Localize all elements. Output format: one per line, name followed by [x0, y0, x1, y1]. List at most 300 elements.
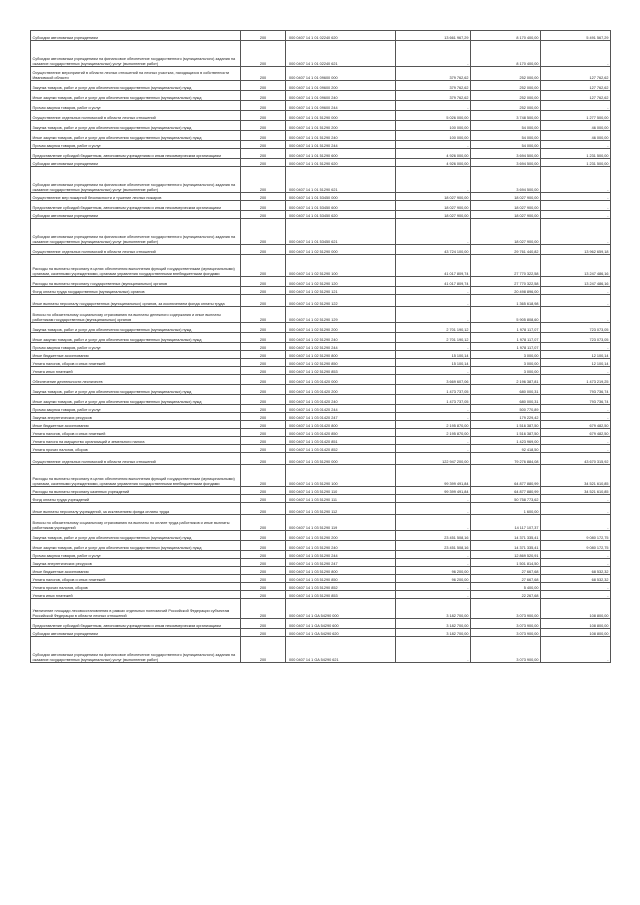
row-unexecuted-amount-cell: 68 532,32 [541, 567, 611, 575]
row-approved-amount-cell: 1 473 737,05 [396, 385, 471, 395]
row-name-cell: Субсидии автономным учреждениям на финансовое обеспечение государственного (муниципального) задания на оказание государственных (муниципальных) услуг (выполнение работ) [31, 637, 241, 663]
row-executed-amount-cell: 3 000,00 [471, 367, 541, 375]
row-executed-amount-cell: 18 027 900,00 [471, 211, 541, 219]
table-row [31, 201, 611, 211]
table-row [31, 255, 611, 277]
row-code-cell: 200 [241, 245, 286, 255]
row-classification-code-cell: 000 0407 14 1 03 51290 000 [286, 453, 396, 465]
row-name-cell: Осуществление мер пожарной безопасности и тушение лесных пожаров [31, 193, 241, 201]
row-classification-code-cell: 000 0407 14 1 03 01420 850 [286, 429, 396, 437]
row-approved-amount-cell: - [396, 41, 471, 67]
row-classification-code-cell: 000 0407 14 1 02 51290 850 [286, 359, 396, 367]
row-unexecuted-amount-cell: - [541, 503, 611, 515]
row-code-cell: 200 [241, 295, 286, 307]
row-code-cell: 200 [241, 41, 286, 67]
row-executed-amount-cell: 79 276 884,08 [471, 453, 541, 465]
row-code-cell: 200 [241, 359, 286, 367]
row-executed-amount-cell: 1 516 387,50 [471, 421, 541, 429]
row-unexecuted-amount-cell: - [541, 41, 611, 67]
row-classification-code-cell: 000 0407 14 1 03 51290 800 [286, 567, 396, 575]
row-unexecuted-amount-cell: 5 491 567,29 [541, 31, 611, 41]
row-name-cell: Прочая закупка товаров, работ и услуг [31, 405, 241, 413]
row-approved-amount-cell: 3 669 607,06 [396, 375, 471, 385]
row-name-cell: Уплата иных платежей [31, 591, 241, 599]
row-code-cell: 200 [241, 255, 286, 277]
row-code-cell: 200 [241, 111, 286, 121]
row-classification-code-cell: 000 0407 14 1 01 09600 244 [286, 101, 396, 111]
row-classification-code-cell: 000 0407 14 1 03 51290 853 [286, 591, 396, 599]
row-classification-code-cell: 000 0407 14 1 03 51290 244 [286, 551, 396, 559]
row-name-cell: Предоставление субсидий бюджетным, автономным учреждениям и иным некоммерческим организациям [31, 619, 241, 629]
row-unexecuted-amount-cell: 46 000,00 [541, 131, 611, 141]
row-code-cell: 200 [241, 567, 286, 575]
row-classification-code-cell: 000 0407 14 1 01 51290 620 [286, 159, 396, 167]
table-row [31, 333, 611, 343]
row-unexecuted-amount-cell: - [541, 295, 611, 307]
row-executed-amount-cell: 50 758 773,62 [471, 495, 541, 503]
row-approved-amount-cell: 1 473 737,05 [396, 395, 471, 405]
row-code-cell: 200 [241, 141, 286, 149]
row-approved-amount-cell: - [396, 445, 471, 453]
row-executed-amount-cell: 1 516 387,50 [471, 429, 541, 437]
table-row [31, 591, 611, 599]
table-row [31, 167, 611, 193]
table-row [31, 245, 611, 255]
row-classification-code-cell: 000 0407 14 1 03 01420 244 [286, 405, 396, 413]
row-unexecuted-amount-cell: 12 100,14 [541, 351, 611, 359]
row-code-cell: 200 [241, 131, 286, 141]
row-name-cell: Осуществление отдельных полномочий в области лесных отношений [31, 245, 241, 255]
row-approved-amount-cell: 18 027 900,00 [396, 201, 471, 211]
table-row [31, 359, 611, 367]
row-name-cell: Субсидии автономным учреждениям на финансовое обеспечение государственного (муниципального) задания на оказание государственных (муниципальных) услуг (выполнение работ) [31, 167, 241, 193]
row-unexecuted-amount-cell: - [541, 201, 611, 211]
row-code-cell: 200 [241, 219, 286, 245]
row-executed-amount-cell: 54 000,00 [471, 141, 541, 149]
table-row [31, 121, 611, 131]
row-classification-code-cell: 000 0407 14 1 GA 54290 620 [286, 629, 396, 637]
row-unexecuted-amount-cell: 1 277 500,00 [541, 111, 611, 121]
row-executed-amount-cell: 3 073 900,00 [471, 637, 541, 663]
row-approved-amount-cell: 2 701 190,12 [396, 333, 471, 343]
row-unexecuted-amount-cell: 43 670 315,92 [541, 453, 611, 465]
table-row [31, 131, 611, 141]
row-approved-amount-cell: - [396, 367, 471, 375]
row-unexecuted-amount-cell: - [541, 343, 611, 351]
row-approved-amount-cell: 15 100,14 [396, 351, 471, 359]
table-row [31, 343, 611, 351]
row-unexecuted-amount-cell: 723 073,05 [541, 323, 611, 333]
row-classification-code-cell: 000 0407 14 1 03 51290 111 [286, 495, 396, 503]
row-classification-code-cell: 000 0407 14 1 01 09600 000 [286, 67, 396, 81]
row-classification-code-cell: 000 0407 14 1 02 51290 800 [286, 351, 396, 359]
table-row [31, 515, 611, 531]
row-executed-amount-cell: 1 978 117,07 [471, 333, 541, 343]
row-code-cell: 200 [241, 405, 286, 413]
row-executed-amount-cell: 92 418,50 [471, 445, 541, 453]
row-name-cell: Осуществление отдельных полномочий в области лесных отношений [31, 111, 241, 121]
row-code-cell: 200 [241, 445, 286, 453]
row-executed-amount-cell: 3 694 500,00 [471, 159, 541, 167]
row-unexecuted-amount-cell: - [541, 211, 611, 219]
row-approved-amount-cell: - [396, 637, 471, 663]
row-classification-code-cell: 000 0407 14 1 02 51290 853 [286, 367, 396, 375]
row-executed-amount-cell: 252 000,00 [471, 81, 541, 91]
row-code-cell: 200 [241, 375, 286, 385]
row-unexecuted-amount-cell: 723 073,05 [541, 333, 611, 343]
row-code-cell: 200 [241, 167, 286, 193]
row-approved-amount-cell: 3 182 700,00 [396, 619, 471, 629]
table-row [31, 323, 611, 333]
row-approved-amount-cell: 18 027 900,00 [396, 211, 471, 219]
row-code-cell: 200 [241, 159, 286, 167]
table-row [31, 445, 611, 453]
row-unexecuted-amount-cell: 68 532,32 [541, 575, 611, 583]
row-executed-amount-cell: 1 365 618,98 [471, 295, 541, 307]
table-row [31, 429, 611, 437]
row-classification-code-cell: 000 0407 14 1 01 02240 620 [286, 31, 396, 41]
row-name-cell: Иные выплаты персоналу государственных (муниципальных) органов, за исключением фонда оплаты труда [31, 295, 241, 307]
budget-table-body [31, 31, 611, 663]
row-name-cell: Расходы на выплаты персоналу в целях обеспечения выполнения функций государственными (муниципальными) органами, казенными учреждениями, органами управления государственными внебюджетными фондами [31, 255, 241, 277]
row-approved-amount-cell: - [396, 503, 471, 515]
row-name-cell: Предоставление субсидий бюджетным, автономным учреждениям и иным некоммерческим организациям [31, 201, 241, 211]
row-executed-amount-cell: 1 978 117,07 [471, 343, 541, 351]
row-approved-amount-cell: 4 926 000,00 [396, 149, 471, 159]
row-code-cell: 200 [241, 385, 286, 395]
row-executed-amount-cell: 1 501 814,50 [471, 559, 541, 567]
row-name-cell: Иные закупки товаров, работ и услуг для обеспечения государственных (муниципальных) нужд [31, 395, 241, 405]
row-approved-amount-cell: 379 762,62 [396, 67, 471, 81]
row-code-cell: 200 [241, 211, 286, 219]
row-code-cell: 200 [241, 413, 286, 421]
row-unexecuted-amount-cell: 793 736,74 [541, 395, 611, 405]
row-name-cell: Закупка энергетических ресурсов [31, 413, 241, 421]
row-executed-amount-cell: 1 978 117,07 [471, 323, 541, 333]
row-name-cell: Иные выплаты персоналу учреждений, за исключением фонда оплаты труда [31, 503, 241, 515]
row-approved-amount-cell: 23 451 508,16 [396, 541, 471, 551]
row-code-cell: 200 [241, 429, 286, 437]
row-executed-amount-cell: 54 000,00 [471, 121, 541, 131]
table-row [31, 583, 611, 591]
row-executed-amount-cell: 64 877 880,99 [471, 487, 541, 495]
row-classification-code-cell: 000 0407 14 1 02 51290 240 [286, 333, 396, 343]
row-name-cell: Уплата налогов, сборов и иных платежей [31, 359, 241, 367]
table-row [31, 599, 611, 619]
row-approved-amount-cell: 43 724 100,00 [396, 245, 471, 255]
row-unexecuted-amount-cell: 9 080 172,75 [541, 541, 611, 551]
row-approved-amount-cell: - [396, 551, 471, 559]
row-classification-code-cell: 000 0407 14 1 01 53450 000 [286, 193, 396, 201]
row-name-cell: Увеличение площади лесовосстановления в рамках отдельных полномочий Российской Федерации субъектам Российской Федерации в области лесных отношений [31, 599, 241, 619]
row-code-cell: 200 [241, 121, 286, 131]
row-approved-amount-cell: - [396, 405, 471, 413]
row-unexecuted-amount-cell: 13 247 486,16 [541, 277, 611, 287]
row-code-cell: 200 [241, 91, 286, 101]
row-unexecuted-amount-cell: - [541, 101, 611, 111]
row-name-cell: Прочая закупка товаров, работ и услуг [31, 551, 241, 559]
row-code-cell: 200 [241, 437, 286, 445]
row-approved-amount-cell: 2 195 870,00 [396, 421, 471, 429]
row-name-cell: Уплата налогов, сборов и иных платежей [31, 429, 241, 437]
row-executed-amount-cell: 1 600,00 [471, 503, 541, 515]
row-classification-code-cell: 000 0407 14 1 GA 54290 600 [286, 619, 396, 629]
row-classification-code-cell: 000 0407 14 1 01 53450 621 [286, 219, 396, 245]
row-name-cell: Уплата налогов, сборов и иных платежей [31, 575, 241, 583]
row-unexecuted-amount-cell: - [541, 167, 611, 193]
row-unexecuted-amount-cell: - [541, 591, 611, 599]
row-executed-amount-cell: 18 027 900,00 [471, 219, 541, 245]
row-approved-amount-cell: 18 027 900,00 [396, 193, 471, 201]
row-executed-amount-cell: 2 196 387,81 [471, 375, 541, 385]
table-row [31, 67, 611, 81]
row-approved-amount-cell: 23 451 508,16 [396, 531, 471, 541]
table-row [31, 159, 611, 167]
row-name-cell: Субсидии автономным учреждениям [31, 31, 241, 41]
row-unexecuted-amount-cell: 46 000,00 [541, 121, 611, 131]
row-classification-code-cell: 000 0407 14 1 03 01420 000 [286, 375, 396, 385]
row-approved-amount-cell: - [396, 101, 471, 111]
table-row [31, 219, 611, 245]
row-code-cell: 200 [241, 629, 286, 637]
row-name-cell: Расходы на выплаты персоналу в целях обеспечения выполнения функций государственными (муниципальными) органами, казенными учреждениями, органами управления государственными внебюджетными фондами [31, 465, 241, 487]
row-code-cell: 200 [241, 575, 286, 583]
row-classification-code-cell: 000 0407 14 1 01 51290 621 [286, 167, 396, 193]
row-classification-code-cell: 000 0407 14 1 GA 54290 000 [286, 599, 396, 619]
row-unexecuted-amount-cell: - [541, 141, 611, 149]
row-approved-amount-cell: - [396, 583, 471, 591]
row-name-cell: Осуществление мероприятий в области лесных отношений на лесных участках, находящихся в собственности Ивановской области [31, 67, 241, 81]
row-approved-amount-cell: - [396, 287, 471, 295]
table-row [31, 375, 611, 385]
row-classification-code-cell: 000 0407 14 1 01 53450 600 [286, 201, 396, 211]
row-name-cell: Субсидии автономным учреждениям [31, 629, 241, 637]
row-name-cell: Взносы по обязательному социальному страхованию на выплаты по оплате труда работников и иные выплаты работникам учреждений [31, 515, 241, 531]
row-approved-amount-cell: - [396, 559, 471, 567]
row-unexecuted-amount-cell: - [541, 637, 611, 663]
row-classification-code-cell: 000 0407 14 1 02 51290 100 [286, 255, 396, 277]
row-classification-code-cell: 000 0407 14 1 03 51290 119 [286, 515, 396, 531]
row-executed-amount-cell: 179 229,42 [471, 413, 541, 421]
row-classification-code-cell: 000 0407 14 1 01 51290 200 [286, 121, 396, 131]
row-executed-amount-cell: 252 000,00 [471, 67, 541, 81]
table-row [31, 495, 611, 503]
row-executed-amount-cell: 8 170 400,00 [471, 31, 541, 41]
row-approved-amount-cell: 379 762,62 [396, 81, 471, 91]
row-approved-amount-cell: 2 195 870,00 [396, 429, 471, 437]
row-unexecuted-amount-cell: - [541, 437, 611, 445]
row-executed-amount-cell: 27 770 322,58 [471, 277, 541, 287]
table-row [31, 351, 611, 359]
row-code-cell: 200 [241, 421, 286, 429]
row-unexecuted-amount-cell: - [541, 193, 611, 201]
table-row [31, 453, 611, 465]
row-approved-amount-cell: 100 000,00 [396, 131, 471, 141]
row-name-cell: Предоставление субсидий бюджетным, автономным учреждениям и иным некоммерческим организациям [31, 149, 241, 159]
table-row [31, 111, 611, 121]
row-executed-amount-cell: 680 000,31 [471, 385, 541, 395]
row-code-cell: 200 [241, 495, 286, 503]
row-approved-amount-cell: - [396, 167, 471, 193]
row-executed-amount-cell: 3 073 900,00 [471, 599, 541, 619]
row-classification-code-cell: 000 0407 14 1 03 51290 240 [286, 541, 396, 551]
row-name-cell: Уплата налога на имущество организаций и земельного налога [31, 437, 241, 445]
row-unexecuted-amount-cell: 34 521 610,85 [541, 465, 611, 487]
row-code-cell: 200 [241, 81, 286, 91]
row-executed-amount-cell: 1 423 969,00 [471, 437, 541, 445]
row-classification-code-cell: 000 0407 14 1 03 51290 850 [286, 575, 396, 583]
row-classification-code-cell: 000 0407 14 1 01 51290 000 [286, 111, 396, 121]
table-row [31, 637, 611, 663]
row-unexecuted-amount-cell: - [541, 445, 611, 453]
row-classification-code-cell: 000 0407 14 1 03 01420 247 [286, 413, 396, 421]
row-executed-amount-cell: 500 770,89 [471, 405, 541, 413]
table-row [31, 503, 611, 515]
row-classification-code-cell: 000 0407 14 1 02 51290 129 [286, 307, 396, 323]
row-executed-amount-cell: 27 667,68 [471, 575, 541, 583]
row-approved-amount-cell: 41 017 809,74 [396, 277, 471, 287]
row-unexecuted-amount-cell: 108 800,00 [541, 629, 611, 637]
row-classification-code-cell: 000 0407 14 1 03 01420 851 [286, 437, 396, 445]
row-unexecuted-amount-cell: 679 482,50 [541, 421, 611, 429]
row-executed-amount-cell: 3 073 900,00 [471, 619, 541, 629]
row-unexecuted-amount-cell: 12 100,14 [541, 359, 611, 367]
table-row [31, 421, 611, 429]
row-approved-amount-cell: - [396, 495, 471, 503]
row-executed-amount-cell: 5 905 808,60 [471, 307, 541, 323]
row-classification-code-cell: 000 0407 14 1 02 51290 121 [286, 287, 396, 295]
row-unexecuted-amount-cell: - [541, 219, 611, 245]
row-executed-amount-cell: 20 498 896,00 [471, 287, 541, 295]
row-classification-code-cell: 000 0407 14 1 03 51290 110 [286, 487, 396, 495]
row-code-cell: 200 [241, 193, 286, 201]
table-row [31, 487, 611, 495]
table-row [31, 211, 611, 219]
row-unexecuted-amount-cell: 127 762,62 [541, 91, 611, 101]
row-executed-amount-cell: 3 073 900,00 [471, 629, 541, 637]
row-executed-amount-cell: 252 000,00 [471, 91, 541, 101]
row-executed-amount-cell: 18 027 900,00 [471, 193, 541, 201]
row-code-cell: 200 [241, 149, 286, 159]
row-classification-code-cell: 000 0407 14 1 02 51290 122 [286, 295, 396, 307]
row-approved-amount-cell: 96 200,00 [396, 567, 471, 575]
row-approved-amount-cell: - [396, 141, 471, 149]
row-executed-amount-cell: 5 400,00 [471, 583, 541, 591]
row-code-cell: 200 [241, 323, 286, 333]
row-name-cell: Закупка товаров, работ и услуг для обеспечения государственных (муниципальных) нужд [31, 385, 241, 395]
row-approved-amount-cell: - [396, 591, 471, 599]
row-approved-amount-cell: 99 399 491,84 [396, 487, 471, 495]
row-classification-code-cell: 000 0407 14 1 03 51290 247 [286, 559, 396, 567]
row-unexecuted-amount-cell: - [541, 495, 611, 503]
row-name-cell: Уплата прочих налогов, сборов [31, 445, 241, 453]
row-code-cell: 200 [241, 551, 286, 559]
row-name-cell: Расходы на выплаты персоналу казенных учреждений [31, 487, 241, 495]
row-classification-code-cell: 000 0407 14 1 01 51290 600 [286, 149, 396, 159]
table-row [31, 551, 611, 559]
row-unexecuted-amount-cell: 13 247 486,16 [541, 255, 611, 277]
row-approved-amount-cell: - [396, 343, 471, 351]
row-code-cell: 200 [241, 351, 286, 359]
row-unexecuted-amount-cell: - [541, 551, 611, 559]
row-name-cell: Иные закупки товаров, работ и услуг для обеспечения государственных (муниципальных) нужд [31, 541, 241, 551]
row-name-cell: Прочая закупка товаров, работ и услуг [31, 343, 241, 351]
table-row [31, 295, 611, 307]
table-row [31, 619, 611, 629]
row-approved-amount-cell: 41 017 809,74 [396, 255, 471, 277]
row-unexecuted-amount-cell: 127 762,62 [541, 67, 611, 81]
row-unexecuted-amount-cell: - [541, 367, 611, 375]
table-row [31, 413, 611, 421]
row-code-cell: 200 [241, 31, 286, 41]
row-code-cell: 200 [241, 599, 286, 619]
row-approved-amount-cell: - [396, 413, 471, 421]
row-classification-code-cell: 000 0407 14 1 03 51290 200 [286, 531, 396, 541]
table-row [31, 575, 611, 583]
row-executed-amount-cell: 3 748 500,00 [471, 111, 541, 121]
budget-table [30, 30, 611, 663]
row-name-cell: Иные бюджетные ассигнования [31, 351, 241, 359]
table-row [31, 395, 611, 405]
row-name-cell: Уплата иных платежей [31, 367, 241, 375]
row-name-cell: Закупка энергетических ресурсов [31, 559, 241, 567]
row-approved-amount-cell: - [396, 219, 471, 245]
row-name-cell: Субсидии автономным учреждениям на финансовое обеспечение государственного (муниципального) задания на оказание государственных (муниципальных) услуг (выполнение работ) [31, 41, 241, 67]
row-executed-amount-cell: 680 000,31 [471, 395, 541, 405]
row-executed-amount-cell: 14 371 335,41 [471, 531, 541, 541]
row-name-cell: Фонд оплаты труда государственных (муниципальных) органов [31, 287, 241, 295]
row-approved-amount-cell: - [396, 295, 471, 307]
row-executed-amount-cell: 29 761 440,82 [471, 245, 541, 255]
table-row [31, 149, 611, 159]
row-name-cell: Закупка товаров, работ и услуг для обеспечения государственных (муниципальных) нужд [31, 323, 241, 333]
row-classification-code-cell: 000 0407 14 1 02 51290 120 [286, 277, 396, 287]
row-code-cell: 200 [241, 619, 286, 629]
table-row [31, 531, 611, 541]
row-unexecuted-amount-cell: - [541, 405, 611, 413]
row-classification-code-cell: 000 0407 14 1 GA 54290 621 [286, 637, 396, 663]
table-row [31, 141, 611, 149]
table-row [31, 307, 611, 323]
row-unexecuted-amount-cell: - [541, 307, 611, 323]
row-classification-code-cell: 000 0407 14 1 03 51290 112 [286, 503, 396, 515]
row-code-cell: 200 [241, 503, 286, 515]
row-name-cell: Прочая закупка товаров, работ и услуг [31, 141, 241, 149]
row-approved-amount-cell: 379 762,62 [396, 91, 471, 101]
row-unexecuted-amount-cell: 1 231 500,00 [541, 159, 611, 167]
row-classification-code-cell: 000 0407 14 1 02 51290 200 [286, 323, 396, 333]
row-code-cell: 200 [241, 277, 286, 287]
row-code-cell: 200 [241, 465, 286, 487]
row-name-cell: Иные закупки товаров, работ и услуг для обеспечения государственных (муниципальных) нужд [31, 91, 241, 101]
row-name-cell: Закупка товаров, работ и услуг для обеспечения государственных (муниципальных) нужд [31, 121, 241, 131]
row-code-cell: 200 [241, 541, 286, 551]
row-approved-amount-cell: - [396, 437, 471, 445]
table-row [31, 367, 611, 375]
row-approved-amount-cell: 2 701 190,12 [396, 323, 471, 333]
row-code-cell: 200 [241, 307, 286, 323]
table-row [31, 385, 611, 395]
row-unexecuted-amount-cell: - [541, 583, 611, 591]
row-executed-amount-cell: 18 027 900,00 [471, 201, 541, 211]
table-row [31, 31, 611, 41]
row-executed-amount-cell: 3 694 500,00 [471, 167, 541, 193]
row-code-cell: 200 [241, 591, 286, 599]
row-approved-amount-cell: 122 947 200,00 [396, 453, 471, 465]
row-executed-amount-cell: 252 000,00 [471, 101, 541, 111]
row-approved-amount-cell: - [396, 307, 471, 323]
row-name-cell: Иные бюджетные ассигнования [31, 421, 241, 429]
